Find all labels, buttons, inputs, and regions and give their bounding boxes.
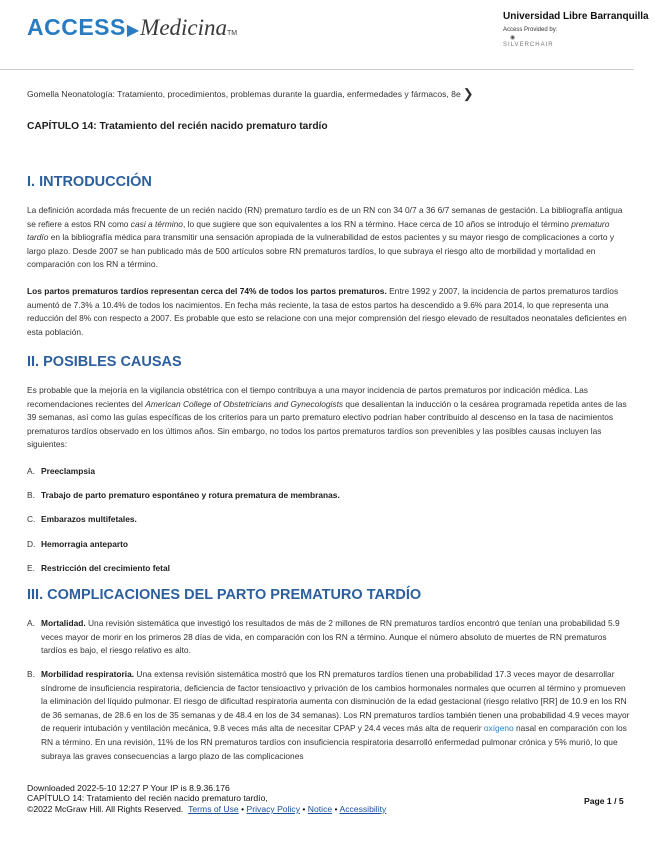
oxigeno-link[interactable]: oxígeno bbox=[483, 723, 514, 734]
privacy-policy-link[interactable]: Privacy Policy bbox=[246, 803, 300, 814]
list-item: B. Trabajo de parto prematuro espontáneo y rotura prematura de membranas. bbox=[27, 490, 340, 500]
accessmedicina-logo[interactable] bbox=[27, 13, 237, 48]
complication-item-morbilidad-respiratoria: B. Morbilidad respiratoria. Una extensa revisión sistemática mostró que los RN prematuros tardíos tienen una probabilidad 17.3 veces mayor de desarrollar síndrome de insuficiencia respiratoria, deficiencia de factor tensioactivo y privación de los cambios hormonales normales que ocurren al término y promueven la eliminación del líquido pulmonar. El riesgo de dificultad respiratoria aumenta con disminución de la edad gestacional (riesgo relativo [RR] de 10.9 en los RN de 36 semanas, de 28.6 en los de 35 semanas y de 48.4 en los de 34 semanas). Los RN prematuros tardíos también tienen una probabilidad 4.9 veces mayor de requerir intubación y ventilación mecánica, 9.8 veces más alta de necesitar CPAP y 24.4 veces más alta de requerir oxígeno nasal en comparación con los RN a término. En una revisión, 11% de los RN prematuros tardíos con insuficiencia respiratoria desarrolló enfermedad pulmonar crónica y 5% murió, lo que subraya las graves consecuencias a largo plazo de las complicaciones bbox=[27, 669, 630, 761]
list-item: D. Hemorragia anteparto bbox=[27, 539, 129, 549]
page-header bbox=[0, 0, 655, 70]
notice-link[interactable]: Notice bbox=[307, 803, 333, 814]
breadcrumb[interactable] bbox=[27, 86, 474, 102]
section-heading-posibles-causas: II. POSIBLES CAUSAS bbox=[27, 354, 182, 370]
list-item: E. Restricción del crecimiento fetal bbox=[27, 563, 170, 573]
page-number: Page 1 / 5 bbox=[584, 796, 624, 806]
intro-paragraph-2: Los partos prematuros tardíos representan cerca del 74% de todos los partos prematuros. Entre 1992 y 2007, la incidencia de partos prematuros tardíos aumentó de 7.3% a 10.4% de todos los nacimientos. En fecha más reciente, la tasa de estos partos ha descendido a 9.6% para 2014, lo que representa una reducción del 8% con respecto a 2007. Es probable que esto se relacione con una mejor comprensión del riesgo elevado de resultados neonatales deficientes en esta población. bbox=[27, 286, 627, 337]
provider-emblem-icon: ◉ bbox=[510, 35, 516, 41]
list-item: C. Embarazos multifetales. bbox=[27, 514, 137, 524]
provider-logo: SILVERCHAIR bbox=[503, 42, 554, 48]
footer-chapter-title: CAPÍTULO 14: Tratamiento del recién nacido prematuro tardío, bbox=[27, 793, 268, 804]
accessibility-link[interactable]: Accessibility bbox=[339, 803, 387, 814]
section-heading-complicaciones: III. COMPLICACIONES DEL PARTO PREMATURO TARDÍO bbox=[27, 587, 422, 603]
terms-of-use-link[interactable]: Terms of Use bbox=[188, 803, 239, 814]
chevron-right-icon[interactable]: ❯ bbox=[462, 86, 474, 101]
logo-access-text: ACCESS bbox=[27, 14, 126, 40]
page-footer bbox=[27, 783, 386, 814]
chapter-title: CAPÍTULO 14: Tratamiento del recién nacido prematuro tardío bbox=[27, 121, 328, 132]
list-item: A. Preeclampsia bbox=[27, 466, 96, 476]
logo-medicina-text: Medicina bbox=[140, 15, 228, 40]
causes-paragraph: Es probable que la mejoría en la vigilancia obstétrica con el tiempo contribuya a una mayor incidencia de partos prematuros por indicación médica. Las recomendaciones recientes del American College of Obstetricians and Gynecologists que desalientan la inducción o la cesárea programada repetida antes de las 39 semanas, así como las guías específicas de los criterios para un parto prematuro electivo podrían haber contribuido al descenso en la tasa de nacimientos prematuros tardíos observado en los últimos años. Sin embargo, no todos los partos prematuros tardíos son prevenibles y las posibles causas incluyen las siguientes: bbox=[27, 385, 627, 450]
intro-paragraph-1: La definición acordada más frecuente de un recién nacido (RN) prematuro tardío es de un RN con 34 0/7 a 36 6/7 semanas de gestación. La bibliografía antigua se refiere a estos RN como casi a término, lo que sugiere que son equivalentes a los RN a término. Hace cerca de 10 años se introdujo el término prematuro tardío en la bibliografía médica para transmitir una sensación apropiada de la vulnerabilidad de estos pacientes y su mayor riesgo de complicaciones a corto y largo plazo. Desde 2007 se han publicado más de 500 artículos sobre RN prematuros tardíos, lo que subraya el riesgo alto de morbilidad y mortalidad en comparación con los RN a término. bbox=[27, 205, 623, 270]
footer-copyright-line: ©2022 McGraw Hill. All Rights Reserved. Terms of Use • Privacy Policy • Notice • Accessibility bbox=[27, 803, 387, 814]
download-info: Downloaded 2022-5-10 12:27 P Your IP is 8.9.36.176 bbox=[27, 783, 230, 793]
header-divider bbox=[0, 69, 634, 70]
section-heading-introduccion: I. INTRODUCCIÓN bbox=[27, 174, 152, 190]
institution-name: Universidad Libre Barranquilla bbox=[503, 11, 649, 22]
provided-by-label: Access Provided by: bbox=[503, 27, 558, 33]
logo-tm: TM bbox=[227, 30, 238, 37]
breadcrumb-text: Gomella Neonatología: Tratamiento, procedimientos, problemas durante la guardia, enfermedades y fármacos, 8e bbox=[27, 89, 461, 99]
complication-item-mortalidad: A. Mortalidad. Una revisión sistemática que investigó los resultados de más de 2 millones de RN prematuros tardíos encontró que tenían una probabilidad 5.9 veces mayor de morir en los primeros 28 días de vida, en comparación con los RN a término. Aunque el número absoluto de muertes de RN prematuros tardíos es bajo, el riesgo relativo es alto. bbox=[27, 618, 620, 656]
logo-arrow-icon: ▶ bbox=[126, 22, 140, 39]
